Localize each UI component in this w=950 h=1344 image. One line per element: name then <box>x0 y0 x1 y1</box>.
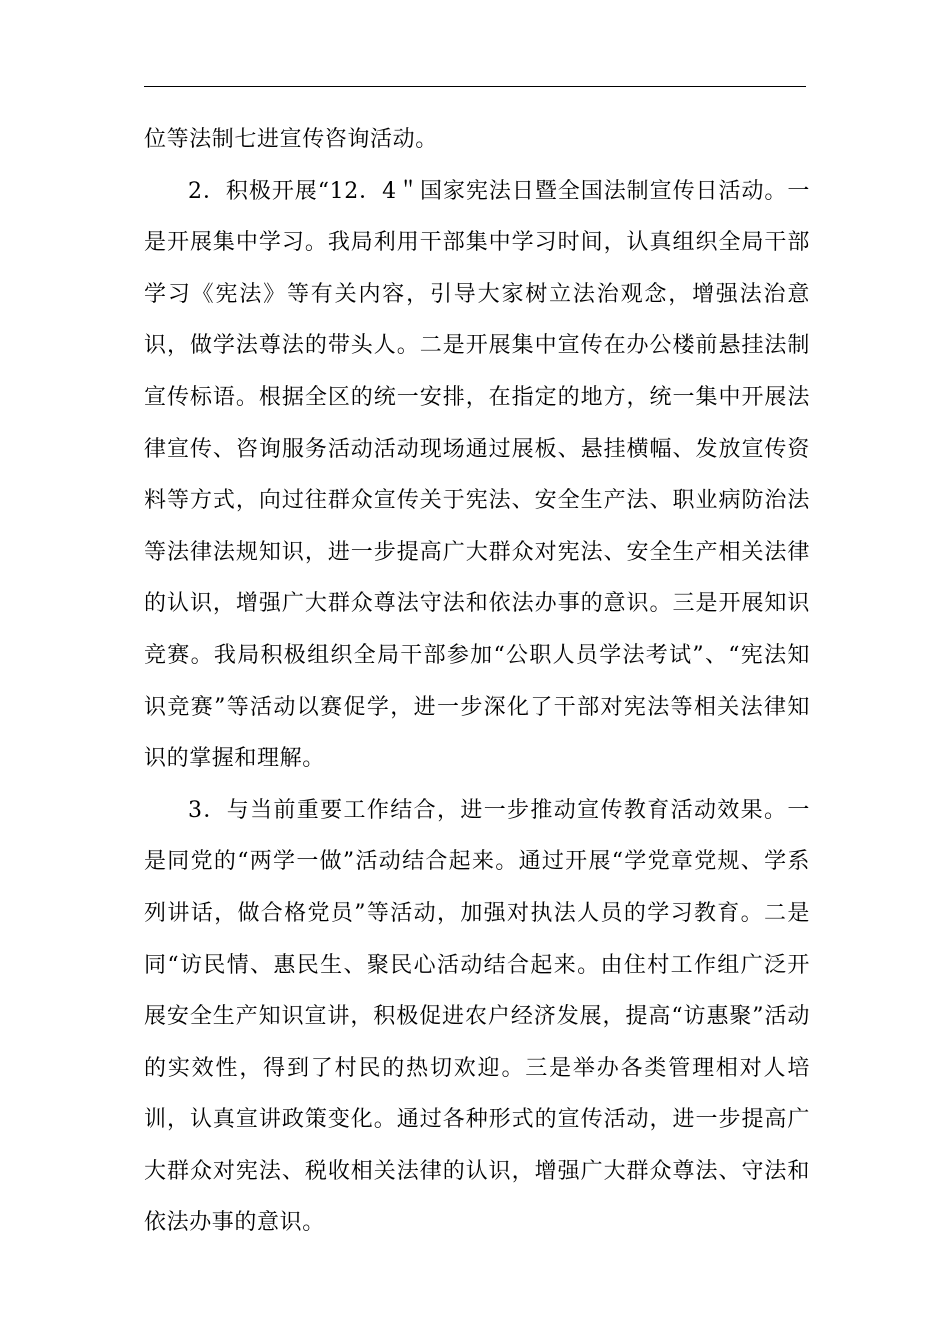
paragraph-3: 3．与当前重要工作结合，进一步推动宣传教育活动效果。一是同党的“两学一做”活动结合起来。通过开展“学党章党规、学系列讲话，做合格党员”等活动，加强对执法人员的学习教育。二是同“访民情、惠民生、聚民心活动结合起来。由住村工作组广泛开展安全生产知识宣讲，积极促进农户经济发展，提高“访惠聚”活动的实效性，得到了村民的热切欢迎。三是举办各类管理相对人培训，认真宣讲政策变化。通过各种形式的宣传活动，进一步提高广大群众对宪法、税收相关法律的认识，增强广大群众尊法、守法和依法办事的意识。 <box>144 797 810 1236</box>
paragraph-2: 2．积极开展“12．4＂国家宪法日暨全国法制宣传日活动。一是开展集中学习。我局利用干部集中学习时间，认真组织全局干部学习《宪法》等有关内容，引导大家树立法治观念，增强法治意识，做学法尊法的带头人。二是开展集中宣传在办公楼前悬挂法制宣传标语。根据全区的统一安排，在指定的地方，统一集中开展法律宣传、咨询服务活动活动现场通过展板、悬挂横幅、发放宣传资料等方式，向过往群众宣传关于宪法、安全生产法、职业病防治法等法律法规知识，进一步提高广大群众对宪法、安全生产相关法律的认识，增强广大群众尊法守法和依法办事的意识。三是开展知识竞赛。我局积极组织全局干部参加“公职人员学法考试”、“宪法知识竞赛”等活动以赛促学，进一步深化了干部对宪法等相关法律知识的掌握和理解。 <box>144 178 810 772</box>
header-rule <box>144 86 806 87</box>
paragraph-1: 位等法制七进宣传咨询活动。 <box>144 127 438 152</box>
document-body <box>144 114 810 1249</box>
